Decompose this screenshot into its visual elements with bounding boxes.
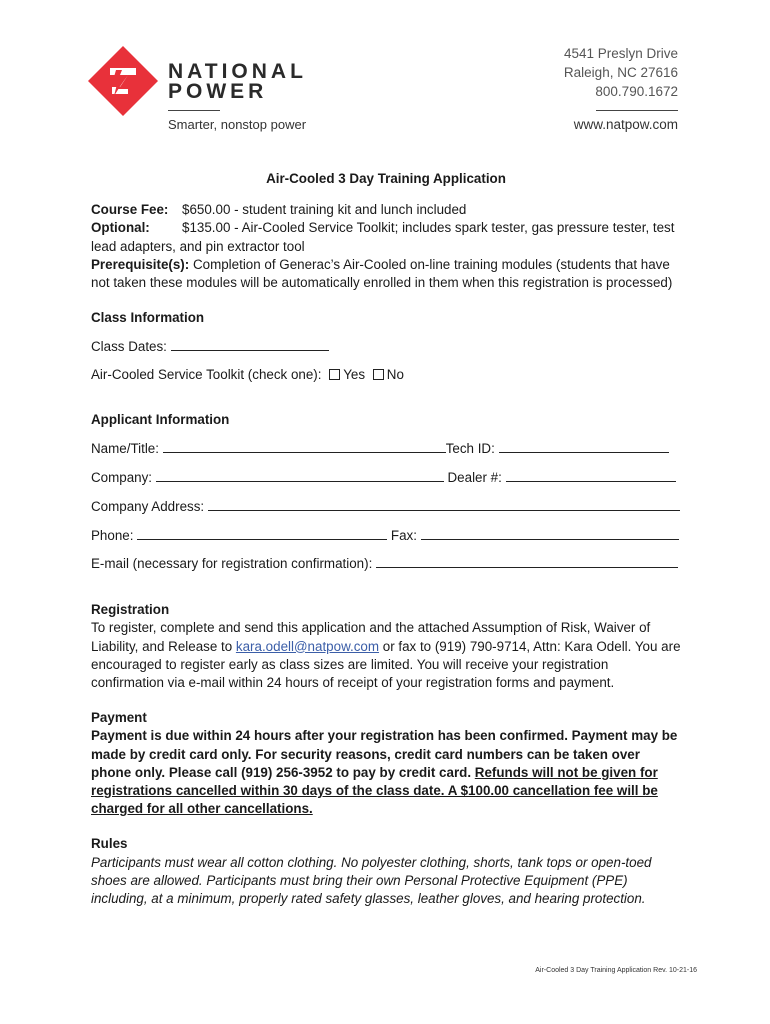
prerequisite <box>91 256 681 292</box>
dealer-label: Dealer #: <box>447 470 502 486</box>
payment-text <box>91 727 681 818</box>
registration-text-2: or fax to (919) 790-9714, Attn: Kara Odell. You are encouraged to register early as class sizes are limited. You will receive your registration confirmation via e-mail within 24 hours of receipt of your registration forms and payment. <box>91 638 681 691</box>
class-dates-row <box>91 337 681 356</box>
applicant-info-heading: Applicant Information <box>91 412 230 428</box>
toolkit-yes-checkbox[interactable] <box>329 369 340 380</box>
course-fee <box>91 201 681 219</box>
class-dates-field[interactable] <box>171 337 329 351</box>
phone-label: Phone: <box>91 527 134 543</box>
name-label: Name/Title: <box>91 441 159 457</box>
toolkit-no-checkbox[interactable] <box>373 369 384 380</box>
techid-label: Tech ID: <box>445 441 495 457</box>
fax-label: Fax: <box>390 527 417 543</box>
national-power-logo <box>88 46 158 116</box>
page-title: Air-Cooled 3 Day Training Application <box>266 171 506 186</box>
rules-heading: Rules <box>91 836 128 852</box>
company-phone: 800.790.1672 <box>595 84 678 99</box>
brand-divider <box>168 110 220 111</box>
name-field[interactable] <box>163 439 446 453</box>
company-website: www.natpow.com <box>573 117 678 132</box>
payment-text-1: Payment is due within 24 hours after your registration has been confirmed. Payment may be made by credit card only. For security reasons, credit card numbers can be taken over phone only. Please call (919) 256-3952 to pay by credit card. <box>91 728 678 780</box>
class-dates-label: Class Dates: <box>91 339 167 355</box>
toolkit-no-label: No <box>386 367 404 383</box>
registration-email-link[interactable]: kara.odell@natpow.com <box>235 638 380 654</box>
name-row <box>91 439 681 458</box>
company-field[interactable] <box>156 468 444 482</box>
registration-text-1: To register, complete and send this application and the attached Assumption of Risk, Waiver of Liability, and Release to <box>91 620 651 654</box>
email-row <box>91 554 681 573</box>
tagline: Smarter, nonstop power <box>168 117 307 132</box>
refund-policy: Refunds will not be given for registrations cancelled within 30 days of the class date. A $100.00 cancellation fee will be charged for all other cancellations. <box>91 764 658 817</box>
document-body <box>91 170 681 908</box>
payment-heading: Payment <box>91 710 147 726</box>
registration-heading: Registration <box>91 602 170 618</box>
optional-value: $135.00 - Air-Cooled Service Toolkit; includes spark tester, gas pressure tester, test lead adapters, and pin extractor tool <box>91 220 675 254</box>
footer-revision: Air-Cooled 3 Day Training Application Rev. 10-21-16 <box>535 967 697 974</box>
optional-item <box>91 219 681 255</box>
registration-text <box>91 619 681 692</box>
toolkit-row <box>91 366 681 384</box>
optional-label: Optional: <box>91 220 150 236</box>
prereq-label: Prerequisite(s): <box>91 256 190 272</box>
course-fee-value: $650.00 - student training kit and lunch included <box>182 202 467 218</box>
fax-field[interactable] <box>421 526 679 540</box>
rules-text: Participants must wear all cotton clothing. No polyester clothing, shorts, tank tops or open-toed shoes are allowed. Participants must bring their own Personal Protective Equipment (PPE) including, at a minimum, properly rated safety glasses, leather gloves, and hearing protection. <box>91 854 652 907</box>
prereq-value: Completion of Generac’s Air-Cooled on-line training modules (students that have not taken these modules will be automatically enrolled in them when this registration is processed) <box>91 256 673 291</box>
brand-line-2: POWER <box>168 80 268 103</box>
techid-field[interactable] <box>499 439 669 453</box>
phone-fax-row <box>91 526 681 545</box>
toolkit-label: Air-Cooled Service Toolkit (check one): <box>91 367 322 383</box>
address-row <box>91 497 681 516</box>
email-field[interactable] <box>376 554 678 568</box>
address-city: Raleigh, NC 27616 <box>563 65 678 80</box>
brand-name <box>168 62 307 102</box>
course-fee-label: Course Fee: <box>91 202 169 218</box>
address-label: Company Address: <box>91 498 205 514</box>
company-address <box>564 44 678 101</box>
class-info-heading: Class Information <box>91 310 205 326</box>
brand-line-1: NATIONAL <box>168 60 307 83</box>
toolkit-yes-label: Yes <box>343 367 366 383</box>
address-street: 4541 Preslyn Drive <box>563 46 678 61</box>
email-label: E-mail (necessary for registration confirmation): <box>91 556 373 572</box>
address-field[interactable] <box>208 497 680 511</box>
phone-field[interactable] <box>137 526 387 540</box>
company-label: Company: <box>91 470 153 486</box>
company-row <box>91 468 681 487</box>
address-divider <box>596 110 678 111</box>
dealer-field[interactable] <box>506 468 676 482</box>
